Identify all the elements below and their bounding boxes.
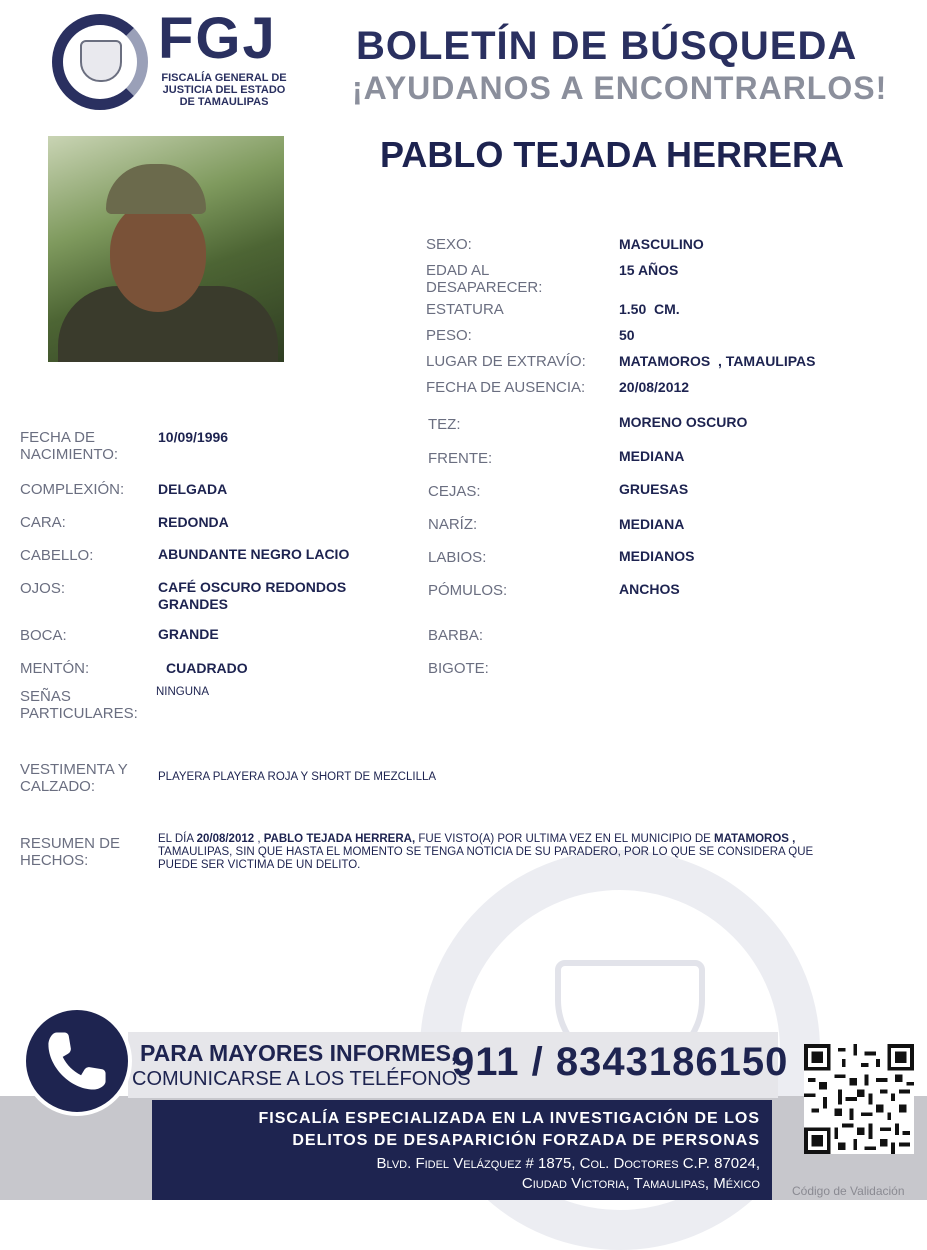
resumen-text [158,833,868,872]
fecha-ausencia-value: 20/08/2012 [619,379,690,395]
senas-label [20,688,138,722]
nariz-label: NARÍZ: [428,516,478,533]
boca-value: GRANDE [158,626,219,642]
senas-value: NINGUNA [156,686,210,698]
cejas-label: CEJAS: [428,483,481,500]
logo-subtitle-line: FISCALÍA GENERAL DE [161,72,287,84]
tez-value: MORENO OSCURO [619,414,748,430]
edad-value: 15 AÑOS [619,262,679,278]
contact-subheading: COMUNICARSE A LOS TELÉFONOS [132,1068,471,1090]
nacimiento-label [20,429,118,463]
peso-label: PESO: [426,327,472,344]
edad-label-line: EDAD AL [426,262,490,279]
vestimenta-value: PLAYERA PLAYERA ROJA Y SHORT DE MEZCLILLA [158,771,437,783]
ojos-label: OJOS: [20,580,66,597]
fiscalia-name-line: DELITOS DE DESAPARICIÓN FORZADA DE PERSONAS [292,1132,760,1149]
edad-label-line: DESAPARECER: [426,279,543,296]
nacimiento-label-line: FECHA DE [20,429,96,446]
menton-value: CUADRADO [166,660,248,676]
estatura-value: 1.50 CM. [619,301,680,317]
contact-heading: PARA MAYORES INFORMES, [140,1040,458,1066]
person-name: PABLO TEJADA HERRERA [380,134,845,175]
tez-label: TEZ: [428,416,461,433]
nariz-value: MEDIANA [619,516,685,532]
address-line: Ciudad Victoria, Tamaulipas, México [521,1175,760,1192]
sexo-value: MASCULINO [619,236,704,252]
resumen-line: PUEDE SER VICTIMA DE UN DELITO. [158,859,361,871]
peso-value: 50 [619,327,635,343]
vestimenta-label-line: CALZADO: [20,778,96,795]
frente-value: MEDIANA [619,448,685,464]
senas-label-line: SEÑAS [20,688,71,705]
labios-label: LABIOS: [428,549,487,566]
bulletin-title: BOLETÍN DE BÚSQUEDA [356,24,858,68]
sexo-label: SEXO: [426,236,472,253]
resumen-segment: FUE VISTO(A) POR ULTIMA VEZ EN EL MUNICIPIO DE [415,833,715,845]
lugar-value: MATAMOROS , TAMAULIPAS [619,353,816,369]
frente-label: FRENTE: [428,450,493,467]
vestimenta-label-line: VESTIMENTA Y [20,761,128,778]
ojos-value-line: CAFÉ OSCURO REDONDOS [158,579,347,595]
bigote-label: BIGOTE: [428,660,489,677]
senas-label-line: PARTICULARES: [20,705,138,722]
logo-subtitle-line: DE TAMAULIPAS [179,96,269,108]
vestimenta-label [20,761,128,795]
fgj-seal-icon [80,40,122,82]
logo-subtitle [158,72,290,108]
phone-badge [22,1006,132,1116]
bulletin-subtitle: ¡AYUDANOS A ENCONTRARLOS! [352,70,888,106]
resumen-label-line: RESUMEN DE [20,835,121,852]
resumen-line [158,833,868,846]
pomulos-value: ANCHOS [619,581,680,597]
logo-subtitle-line: JUSTICIA DEL ESTADO [162,84,286,96]
fecha-ausencia-label: FECHA DE AUSENCIA: [426,379,586,396]
resumen-segment: , [254,833,264,845]
lugar-label: LUGAR DE EXTRAVÍO: [426,353,586,370]
estatura-label: ESTATURA [426,301,504,318]
nacimiento-value: 10/09/1996 [158,429,229,445]
fiscalia-name-line: FISCALÍA ESPECIALIZADA EN LA INVESTIGACIÓN DE LOS [258,1110,760,1127]
resumen-date: 20/08/2012 [196,833,255,845]
phone-icon [26,1010,128,1112]
logo-title: FGJ [158,6,277,71]
phone-numbers: 911 / 8343186150 [452,1040,789,1084]
person-photo [48,136,284,362]
ojos-value [158,579,346,613]
cabello-value: ABUNDANTE NEGRO LACIO [158,546,350,562]
resumen-segment: EL DÍA [158,833,197,845]
nacimiento-label-line: NACIMIENTO: [20,446,119,463]
qr-caption: Código de Validación [792,1184,905,1198]
menton-label: MENTÓN: [20,660,90,677]
address-line: Blvd. Fidel Velázquez # 1875, Col. Doctores C.P. 87024, [376,1155,760,1172]
complexion-label: COMPLEXIÓN: [20,481,125,498]
cejas-value: GRUESAS [619,481,689,497]
cabello-label: CABELLO: [20,547,94,564]
edad-label [426,262,542,296]
complexion-value: DELGADA [158,481,228,497]
resumen-name: PABLO TEJADA HERRERA, [263,833,416,845]
boca-label: BOCA: [20,627,67,644]
cara-value: REDONDA [158,514,229,530]
qr-code-icon [804,1044,914,1154]
resumen-label-line: HECHOS: [20,852,89,869]
resumen-place: MATAMOROS , [714,833,796,845]
ojos-value-line: GRANDES [158,596,229,612]
resumen-label [20,835,120,869]
resumen-line: TAMAULIPAS, SIN QUE HASTA EL MOMENTO SE TENGA NOTICIA DE SU PARADERO, POR LO QUE SE CONSIDERA QUE [158,846,814,858]
barba-label: BARBA: [428,627,484,644]
cara-label: CARA: [20,514,66,531]
labios-value: MEDIANOS [619,548,695,564]
pomulos-label: PÓMULOS: [428,582,508,599]
